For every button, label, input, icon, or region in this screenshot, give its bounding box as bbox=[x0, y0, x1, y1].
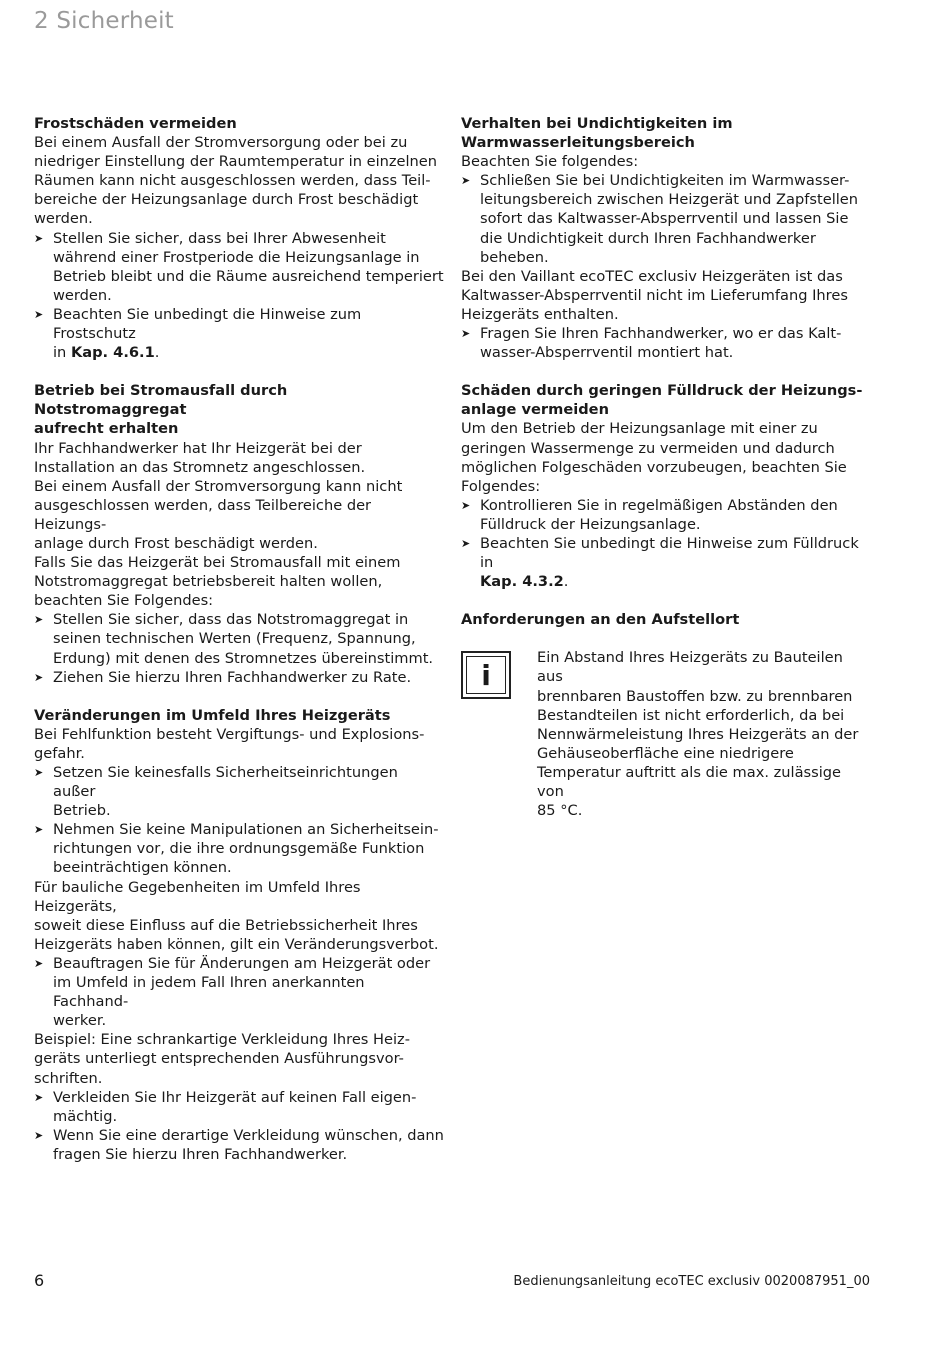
section-heading bbox=[461, 381, 871, 419]
section-stromausfall bbox=[34, 381, 444, 687]
bullet-item bbox=[34, 305, 444, 362]
bullet-arrow-icon: ➤ bbox=[34, 307, 44, 321]
right-column bbox=[461, 114, 871, 839]
text-line: geringen Wassermenge zu vermeiden und dadurch bbox=[461, 439, 835, 457]
text-line: werden. bbox=[34, 210, 93, 228]
text-line: im Umfeld in jedem Fall Ihren anerkannten Fachhand- bbox=[53, 974, 365, 1011]
text-line: Räumen kann nicht ausgeschlossen werden, dass Teil- bbox=[34, 172, 431, 190]
text-line: Bei Fehlfunktion besteht Vergiftungs- und Explosions- bbox=[34, 725, 425, 743]
text-line: Notstromaggregat betriebsbereit halten wollen, bbox=[34, 573, 383, 591]
text-line: anlage vermeiden bbox=[461, 401, 609, 419]
text-line bbox=[480, 572, 871, 591]
text-line: die Undichtigkeit durch Ihren Fachhandwerker bbox=[480, 229, 816, 247]
chapter-reference-link[interactable]: Kap. 4.3.2 bbox=[480, 573, 564, 591]
bullet-arrow-icon: ➤ bbox=[34, 1090, 44, 1104]
text-line: Bei einem Ausfall der Stromversorgung oder bei zu bbox=[34, 134, 408, 152]
text-line: Stellen Sie sicher, dass bei Ihrer Abwesenheit bbox=[53, 229, 386, 247]
text-line: Stellen Sie sicher, dass das Notstromaggregat in bbox=[53, 611, 409, 629]
bullet-item bbox=[461, 496, 871, 534]
text-line: 85 °C. bbox=[537, 802, 583, 820]
left-column bbox=[34, 114, 444, 1183]
bullet-arrow-icon: ➤ bbox=[34, 670, 44, 684]
bullet-item bbox=[34, 668, 444, 687]
text-line: Bestandteilen ist nicht erforderlich, da bei bbox=[537, 706, 845, 724]
bullet-item bbox=[34, 229, 444, 305]
section-heading: Anforderungen an den Aufstellort bbox=[461, 611, 740, 629]
paragraph bbox=[34, 553, 444, 610]
text-line: leitungsbereich zwischen Heizgerät und Zapfstellen bbox=[480, 191, 859, 209]
text-line: Heizgeräts enthalten. bbox=[461, 305, 619, 323]
section-aufstellort bbox=[461, 610, 871, 820]
document-title: Bedienungsanleitung ecoTEC exclusiv 0020087951_00 bbox=[513, 1274, 870, 1289]
text-line: Installation an das Stromnetz angeschlossen. bbox=[34, 458, 366, 476]
paragraph bbox=[34, 133, 444, 228]
text-line bbox=[53, 343, 444, 362]
text-line: anlage durch Frost beschädigt werden. bbox=[34, 534, 318, 552]
bullet-item bbox=[461, 534, 871, 591]
text-line: richtungen vor, die ihre ordnungsgemäße Funktion bbox=[53, 840, 425, 858]
text-line: Ihr Fachhandwerker hat Ihr Heizgerät bei der bbox=[34, 439, 362, 457]
text-line: gefahr. bbox=[34, 744, 85, 762]
text-line: fragen Sie hierzu Ihren Fachhandwerker. bbox=[53, 1145, 348, 1163]
paragraph bbox=[34, 439, 444, 477]
paragraph bbox=[34, 878, 444, 954]
text-line: Bei den Vaillant ecoTEC exclusiv Heizgeräten ist das bbox=[461, 267, 843, 285]
text-line: werden. bbox=[53, 286, 112, 304]
page-number: 6 bbox=[34, 1271, 45, 1290]
text-line: Fülldruck der Heizungsanlage. bbox=[480, 515, 701, 533]
text-fragment: in bbox=[53, 344, 71, 362]
paragraph bbox=[34, 477, 444, 553]
chapter-title: 2 Sicherheit bbox=[34, 8, 174, 34]
bullet-arrow-icon: ➤ bbox=[461, 498, 471, 512]
text-line: Fragen Sie Ihren Fachhandwerker, wo er das Kalt- bbox=[480, 325, 842, 343]
text-line: Schließen Sie bei Undichtigkeiten im Warmwasser- bbox=[480, 172, 850, 190]
text-line: schriften. bbox=[34, 1069, 103, 1087]
text-line: beeinträchtigen können. bbox=[53, 859, 232, 877]
bullet-item bbox=[461, 324, 871, 362]
text-line: Heizgeräts haben können, gilt ein Veränderungsverbot. bbox=[34, 935, 439, 953]
text-line: Kaltwasser-Absperrventil nicht im Lieferumfang Ihres bbox=[461, 286, 848, 304]
text-line: Betrieb bei Stromausfall durch Notstromaggregat bbox=[34, 382, 288, 419]
chapter-reference-link[interactable]: Kap. 4.6.1 bbox=[70, 344, 155, 362]
text-line: Betrieb bleibt und die Räume ausreichend temperiert bbox=[53, 267, 444, 285]
text-line: Bei einem Ausfall der Stromversorgung kann nicht bbox=[34, 477, 403, 495]
section-undichtigkeit bbox=[461, 114, 871, 362]
bullet-item bbox=[34, 820, 444, 877]
text-line: Ein Abstand Ihres Heizgeräts zu Bauteilen aus bbox=[537, 649, 843, 686]
bullet-item bbox=[461, 171, 871, 266]
bullet-arrow-icon: ➤ bbox=[34, 956, 44, 970]
bullet-arrow-icon: ➤ bbox=[34, 766, 44, 779]
bullet-arrow-icon: ➤ bbox=[461, 327, 471, 341]
text-line: Beachten Sie unbedingt die Hinweise zum Frostschutz bbox=[53, 305, 362, 343]
text-line: Beachten Sie unbedingt die Hinweise zum Fülldruck in bbox=[480, 534, 859, 572]
text-line: Verkleiden Sie Ihr Heizgerät auf keinen Fall eigen- bbox=[53, 1088, 417, 1106]
bullet-arrow-icon: ➤ bbox=[34, 231, 44, 245]
text-line: Nennwärmeleistung Ihres Heizgeräts an der bbox=[537, 725, 859, 743]
bullet-arrow-icon: ➤ bbox=[34, 1128, 44, 1142]
info-icon-letter: i bbox=[466, 656, 506, 694]
text-line: Schäden durch geringen Fülldruck der Heizungs- bbox=[461, 382, 863, 400]
text-line: Ziehen Sie hierzu Ihren Fachhandwerker zu Rate. bbox=[53, 668, 412, 686]
section-fuelldruck bbox=[461, 381, 871, 591]
paragraph bbox=[461, 152, 871, 171]
text-line: Wenn Sie eine derartige Verkleidung wünschen, dann bbox=[53, 1126, 444, 1144]
text-line: Beachten Sie folgendes: bbox=[461, 153, 639, 171]
paragraph bbox=[34, 725, 444, 763]
text-line: aufrecht erhalten bbox=[34, 420, 179, 438]
bullet-item bbox=[34, 763, 444, 820]
bullet-arrow-icon: ➤ bbox=[461, 174, 471, 188]
text-fragment: . bbox=[154, 344, 160, 362]
text-line: während einer Frostperiode die Heizungsanlage in bbox=[53, 248, 420, 266]
text-line: seinen technischen Werten (Frequenz, Spannung, bbox=[53, 630, 416, 648]
text-line: Folgendes: bbox=[461, 477, 541, 495]
info-icon bbox=[461, 651, 511, 699]
bullet-item bbox=[34, 954, 444, 1030]
bullet-item bbox=[34, 1126, 444, 1164]
text-line: Beauftragen Sie für Änderungen am Heizgerät oder bbox=[53, 954, 431, 972]
text-line: Setzen Sie keinesfalls Sicherheitseinrichtungen außer bbox=[53, 764, 398, 801]
text-line: Warmwasserleitungsbereich bbox=[461, 134, 695, 152]
bullet-item bbox=[34, 1088, 444, 1126]
text-line: wasser-Absperrventil montiert hat. bbox=[480, 344, 734, 362]
section-umfeld bbox=[34, 706, 444, 1164]
paragraph bbox=[461, 419, 871, 495]
text-line: Um den Betrieb der Heizungsanlage mit einer zu bbox=[461, 420, 818, 438]
text-line: geräts unterliegt entsprechenden Ausführungsvor- bbox=[34, 1050, 404, 1068]
text-line: Nehmen Sie keine Manipulationen an Sicherheitsein- bbox=[53, 821, 439, 839]
paragraph bbox=[34, 1030, 444, 1087]
text-line: beachten Sie Folgendes: bbox=[34, 592, 214, 610]
section-heading bbox=[34, 381, 444, 438]
info-note bbox=[461, 648, 871, 820]
text-line: Für bauliche Gegebenheiten im Umfeld Ihres Heizgeräts, bbox=[34, 878, 361, 915]
text-line: Kontrollieren Sie in regelmäßigen Abständen den bbox=[480, 496, 838, 514]
text-line: mächtig. bbox=[53, 1107, 118, 1125]
text-line: brennbaren Baustoffen bzw. zu brennbaren bbox=[537, 687, 853, 705]
bullet-item bbox=[34, 610, 444, 667]
section-heading: Veränderungen im Umfeld Ihres Heizgeräts bbox=[34, 706, 391, 724]
text-line: Falls Sie das Heizgerät bei Stromausfall mit einem bbox=[34, 554, 401, 572]
text-line: Verhalten bei Undichtigkeiten im bbox=[461, 115, 733, 132]
bullet-arrow-icon: ➤ bbox=[34, 613, 44, 627]
section-heading: Frostschäden vermeiden bbox=[34, 115, 237, 132]
info-text bbox=[537, 648, 871, 820]
text-line: niedriger Einstellung der Raumtemperatur in einzelnen bbox=[34, 153, 438, 171]
text-line: Gehäuseoberfläche eine niedrigere bbox=[537, 744, 794, 762]
text-line: Beispiel: Eine schrankartige Verkleidung Ihres Heiz- bbox=[34, 1031, 410, 1049]
text-line: soweit diese Einfluss auf die Betriebssicherheit Ihres bbox=[34, 916, 418, 934]
text-line: möglichen Folgeschäden vorzubeugen, beachten Sie bbox=[461, 458, 847, 476]
text-line: beheben. bbox=[480, 248, 549, 266]
text-line: Erdung) mit denen des Stromnetzes übereinstimmt. bbox=[53, 649, 434, 667]
text-fragment: . bbox=[563, 573, 569, 591]
text-line: sofort das Kaltwasser-Absperrventil und lassen Sie bbox=[480, 210, 849, 228]
section-frost bbox=[34, 114, 444, 362]
text-line: Betrieb. bbox=[53, 802, 111, 820]
paragraph bbox=[461, 267, 871, 324]
text-line: werker. bbox=[53, 1012, 107, 1030]
text-line: Temperatur auftritt als die max. zulässige von bbox=[537, 763, 842, 800]
section-heading bbox=[461, 114, 871, 152]
bullet-arrow-icon: ➤ bbox=[461, 536, 471, 550]
text-line: ausgeschlossen werden, dass Teilbereiche der Heizungs- bbox=[34, 496, 372, 533]
text-line: bereiche der Heizungsanlage durch Frost beschädigt bbox=[34, 191, 419, 209]
bullet-arrow-icon: ➤ bbox=[34, 823, 44, 837]
